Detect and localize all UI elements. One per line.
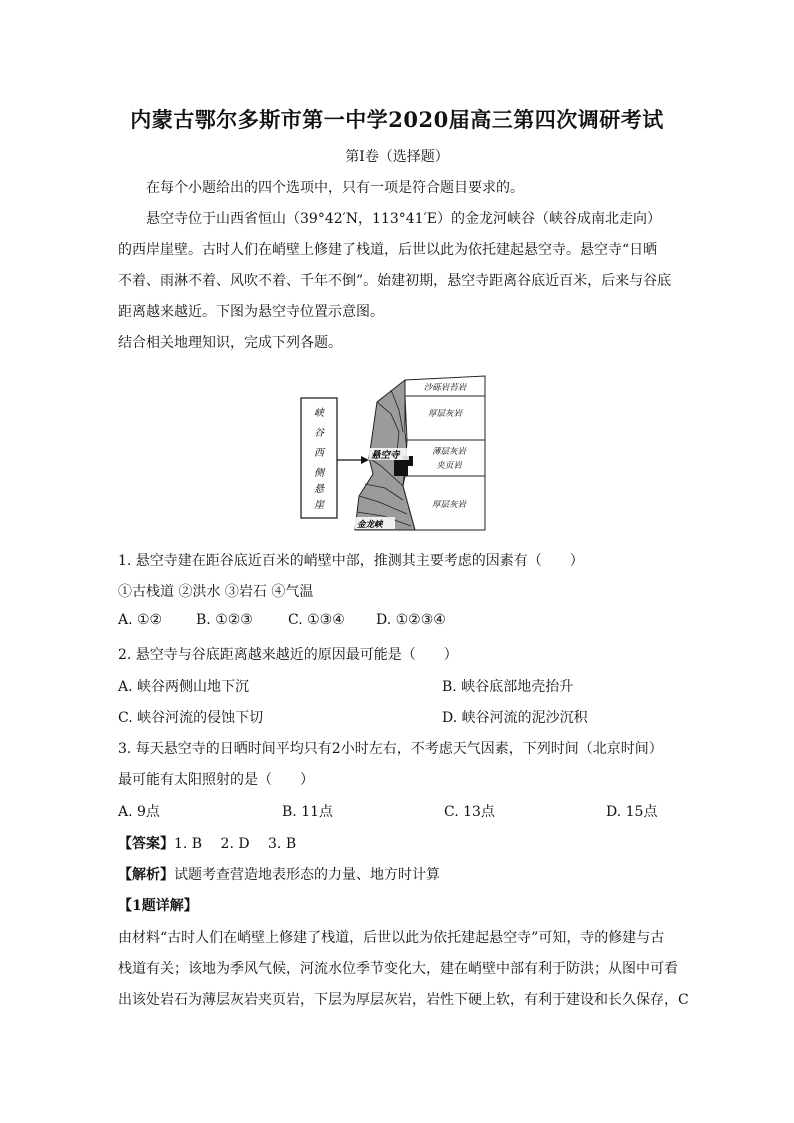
q2-option-b: B. 峡谷底部地壳抬升 [442,679,574,695]
q1-option-c: C. ①③④ [288,612,345,628]
analysis-body-line: 出该处岩石为薄层灰岩夹页岩，下层为厚层灰岩，岩性下硬上软，有利于建设和长久保存，C [118,992,689,1008]
temple-location-figure [299,374,489,534]
question-2-stem: 2. 悬空寺与谷底距离越来越近的原因最可能是（ ） [118,647,458,663]
cliff-label-char: 悬 [314,484,324,495]
layer-label: 厚层灰岩 [427,409,463,419]
q1-option-d: D. ①②③④ [376,612,446,628]
arrow-head-icon [361,456,369,464]
analysis-body-line: 由材料“古时人们在峭壁上修建了栈道，后世以此为依托建起悬空寺”可知，寺的修建与古 [118,930,665,946]
material-line: 不着、雨淋不着、风吹不着、千年不倒”。始建初期，悬空寺距离谷底近百米，后来与谷底 [118,273,672,289]
material-line: 的西岸崖壁。古时人们在峭壁上修建了栈道，后世以此为依托建起悬空寺。悬空寺“日晒 [118,242,658,258]
cliff-label-char: 侧 [314,468,324,479]
cliff-label-char: 崖 [314,500,324,511]
q2-option-a: A. 峡谷两侧山地下沉 [118,679,250,695]
cliff-label-char: 西 [314,448,324,459]
question-3-stem: 最可能有太阳照射的是（ ） [118,772,314,788]
layer-label: 沙砾岩苔岩 [423,383,467,393]
q3-option-b: B. 11点 [282,804,334,820]
q2-option-d: D. 峡谷河流的泥沙沉积 [442,710,588,726]
analysis-line [118,864,440,884]
answer-text: 1. B 2. D 3. B [174,836,297,852]
question-1-factors: ①古栈道 ②洪水 ③岩石 ④气温 [118,584,314,600]
layer-label: 薄层灰岩 [431,447,467,457]
q2-option-c: C. 峡谷河流的侵蚀下切 [118,710,264,726]
question-3-stem: 3. 每天悬空寺的日晒时间平均只有2小时左右，不考虑天气因素，下列时间（北京时间） [118,741,663,757]
detail-heading: 【1题详解】 [118,898,198,914]
task-text: 结合相关地理知识，完成下列各题。 [118,335,342,351]
valley-label: 金龙峡 [357,520,383,530]
analysis-body-line: 栈道有关；该地为季风气候，河流水位季节变化大，建在峭壁中部有利于防洪；从图中可看 [118,961,678,977]
page-title: 内蒙古鄂尔多斯市第一中学2020届高三第四次调研考试 [130,107,664,132]
cliff-label-char: 峡 [314,408,324,419]
q3-option-d: D. 15点 [606,804,658,820]
q1-option-b: B. ①②③ [196,612,253,628]
layer-label: 夹页岩 [436,461,462,471]
material-line: 距离越来越近。下图为悬空寺位置示意图。 [118,304,384,320]
instruction-text: 在每个小题给出的四个选项中，只有一项是符合题目要求的。 [146,180,524,196]
q3-option-c: C. 13点 [444,804,495,820]
q1-option-a: A. ①② [118,612,163,628]
temple-label: 悬空寺 [371,450,400,461]
section-heading: 第Ⅰ卷（选择题） [345,149,449,165]
analysis-text: 试题考查营造地表形态的力量、地方时计算 [174,867,440,883]
answer-line [118,833,296,853]
analysis-label: 【解析】 [118,867,174,883]
cliff-label-char: 谷 [314,428,324,439]
q3-option-a: A. 9点 [118,804,160,820]
question-1-stem: 1. 悬空寺建在距谷底近百米的峭壁中部，推测其主要考虑的因素有（ ） [118,553,584,569]
material-line: 悬空寺位于山西省恒山（39°42′N，113°41′E）的金龙河峡谷（峡谷成南北走向） [146,211,661,227]
answer-label: 【答案】 [118,836,174,852]
layer-label: 厚层灰岩 [431,500,467,510]
